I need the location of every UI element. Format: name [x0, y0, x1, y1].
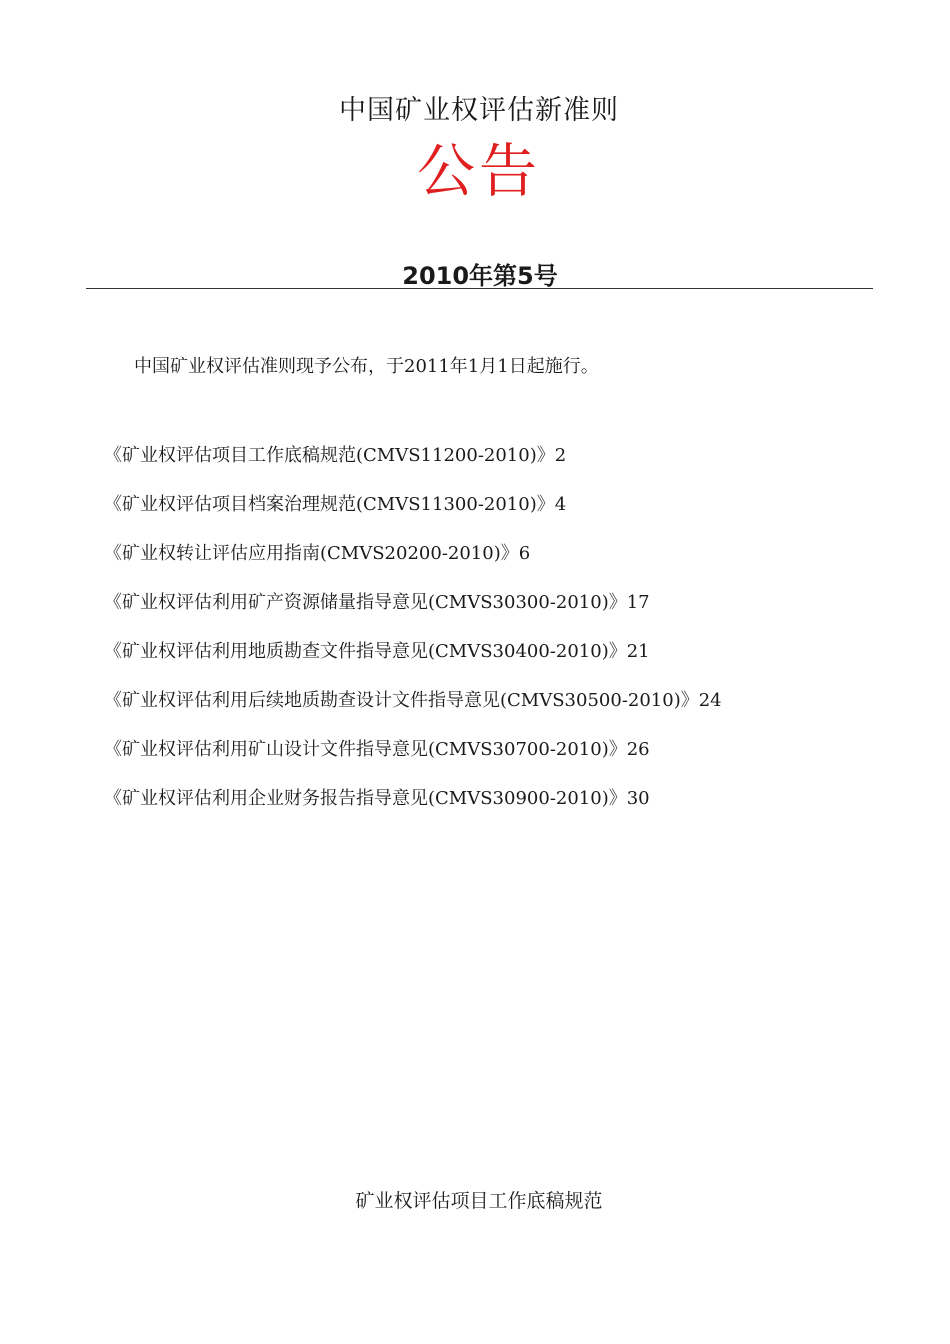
intro-paragraph: 中国矿业权评估准则现予公布，于2011年1月1日起施行。: [134, 356, 599, 377]
document-header-title: 中国矿业权评估新准则: [339, 95, 619, 126]
toc-item[interactable]: 《矿业权评估项目工作底稿规范(CMVS11200-2010)》2: [104, 445, 567, 466]
header-divider: [86, 288, 873, 289]
section-title: 矿业权评估项目工作底稿规范: [355, 1190, 603, 1212]
toc-item[interactable]: 《矿业权评估利用后续地质勘查设计文件指导意见(CMVS30500-2010)》24: [104, 690, 722, 711]
toc-item[interactable]: 《矿业权评估利用矿山设计文件指导意见(CMVS30700-2010)》26: [104, 739, 650, 760]
notice-title: 公告: [416, 137, 541, 205]
toc-item[interactable]: 《矿业权评估利用地质勘查文件指导意见(CMVS30400-2010)》21: [104, 641, 650, 662]
toc-item[interactable]: 《矿业权评估利用企业财务报告指导意见(CMVS30900-2010)》30: [104, 788, 650, 809]
table-of-contents: [104, 443, 722, 835]
issue-number: 2010年第5号: [402, 262, 558, 290]
toc-item[interactable]: 《矿业权评估利用矿产资源储量指导意见(CMVS30300-2010)》17: [104, 592, 650, 613]
toc-item[interactable]: 《矿业权评估项目档案治理规范(CMVS11300-2010)》4: [104, 494, 567, 515]
toc-item[interactable]: 《矿业权转让评估应用指南(CMVS20200-2010)》6: [104, 543, 531, 564]
